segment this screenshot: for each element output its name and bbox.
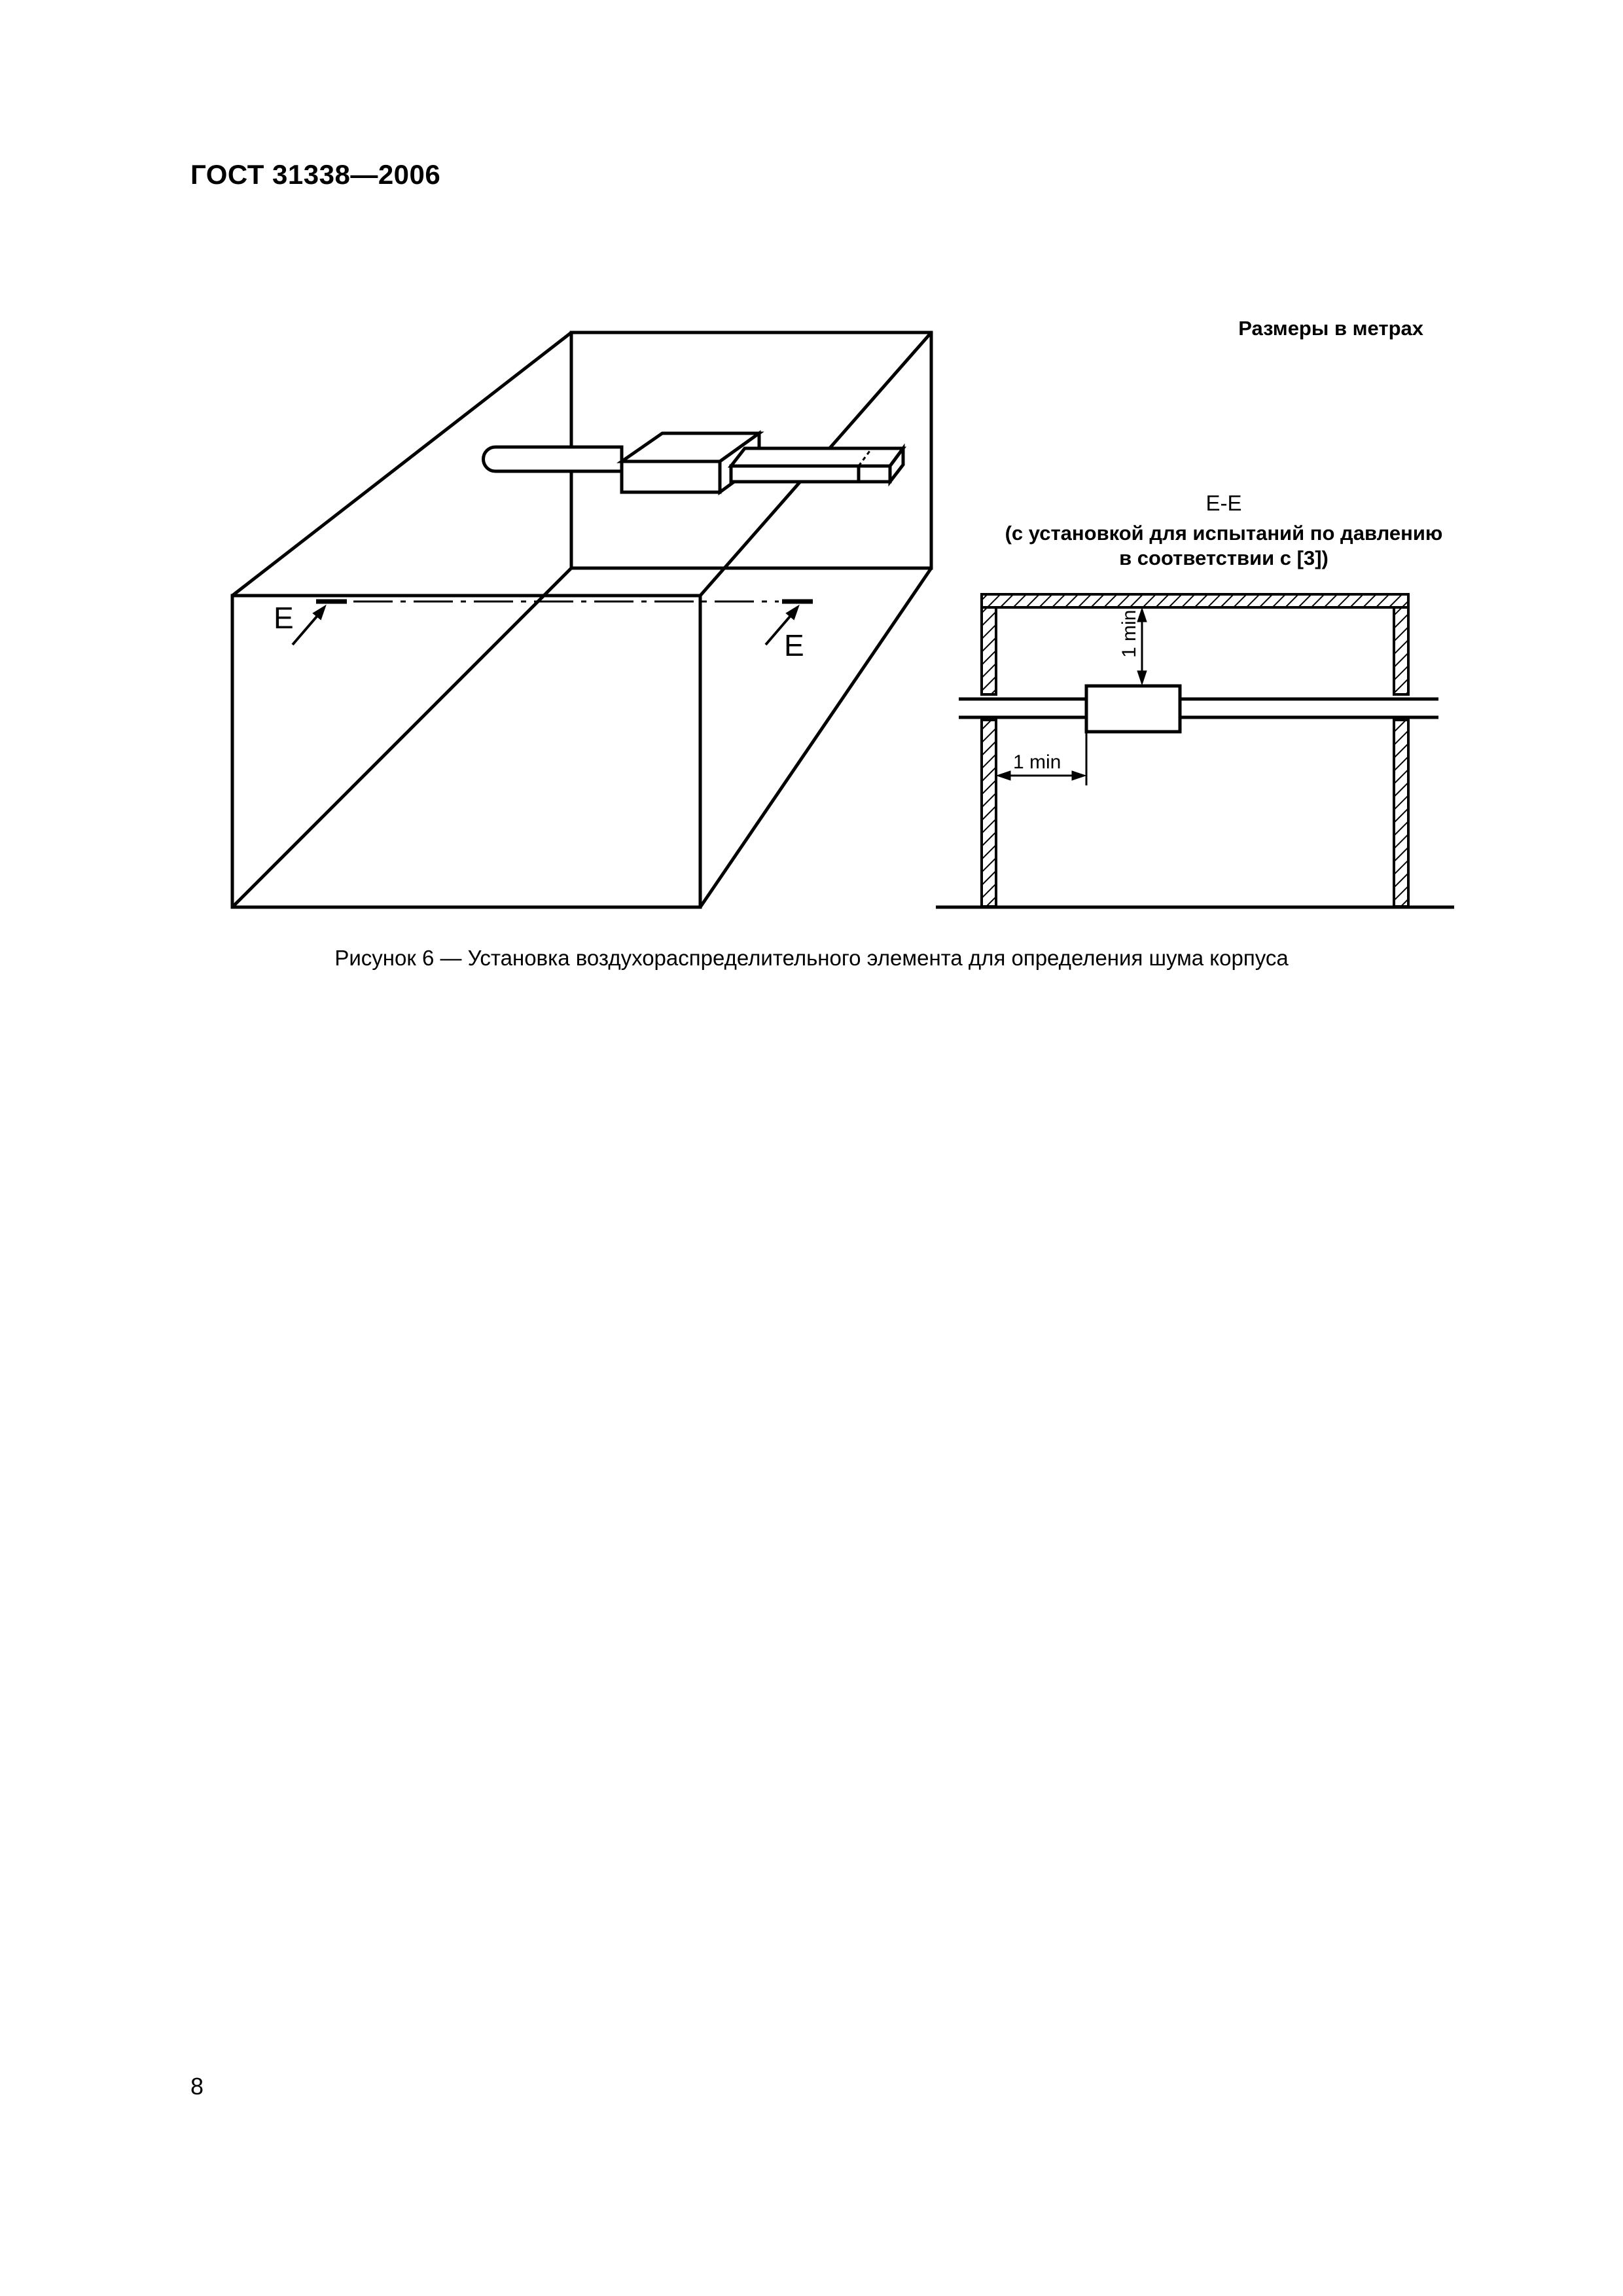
- dim-vertical-label: 1 min: [1118, 609, 1140, 658]
- right-wall-upper: [1394, 607, 1408, 694]
- section-cut-line: [293, 601, 813, 645]
- section-note-line-1: (с установкой для испытаний по давлению: [1005, 522, 1443, 545]
- ceiling-hatch: [982, 594, 1408, 607]
- duct-left: [959, 686, 1438, 699]
- figure-6-drawing: [0, 0, 1623, 982]
- figure-caption: Рисунок 6 — Установка воздухораспределительного элемента для определения шума корпуса: [334, 946, 1289, 970]
- document-code: ГОСТ 31338—2006: [190, 159, 441, 190]
- duct-right: [959, 717, 1438, 732]
- terminal-unit-section: [1086, 686, 1180, 732]
- page-number: 8: [190, 2073, 204, 2100]
- outlet-duct-front: [731, 466, 890, 482]
- room-perspective: [232, 332, 931, 907]
- section-note-line-2: в соответствии с [3]): [1119, 547, 1329, 569]
- right-wall-lower: [1394, 720, 1408, 906]
- section-view: [936, 594, 1454, 907]
- dim-horizontal-label: 1 min: [1013, 751, 1061, 773]
- left-wall-upper: [982, 607, 996, 694]
- duct-assembly: [484, 433, 904, 492]
- section-label: E-E: [1205, 491, 1242, 515]
- left-wall-lower: [982, 720, 996, 906]
- round-duct: [484, 447, 622, 471]
- outlet-duct-top: [731, 448, 903, 466]
- edge-bottom-right: [700, 568, 931, 907]
- cut-label-left: E: [274, 601, 294, 635]
- front-wall: [232, 596, 700, 907]
- units-note: Размеры в метрах: [1238, 317, 1423, 340]
- terminal-box-front: [622, 461, 720, 492]
- cut-label-right: E: [784, 628, 804, 662]
